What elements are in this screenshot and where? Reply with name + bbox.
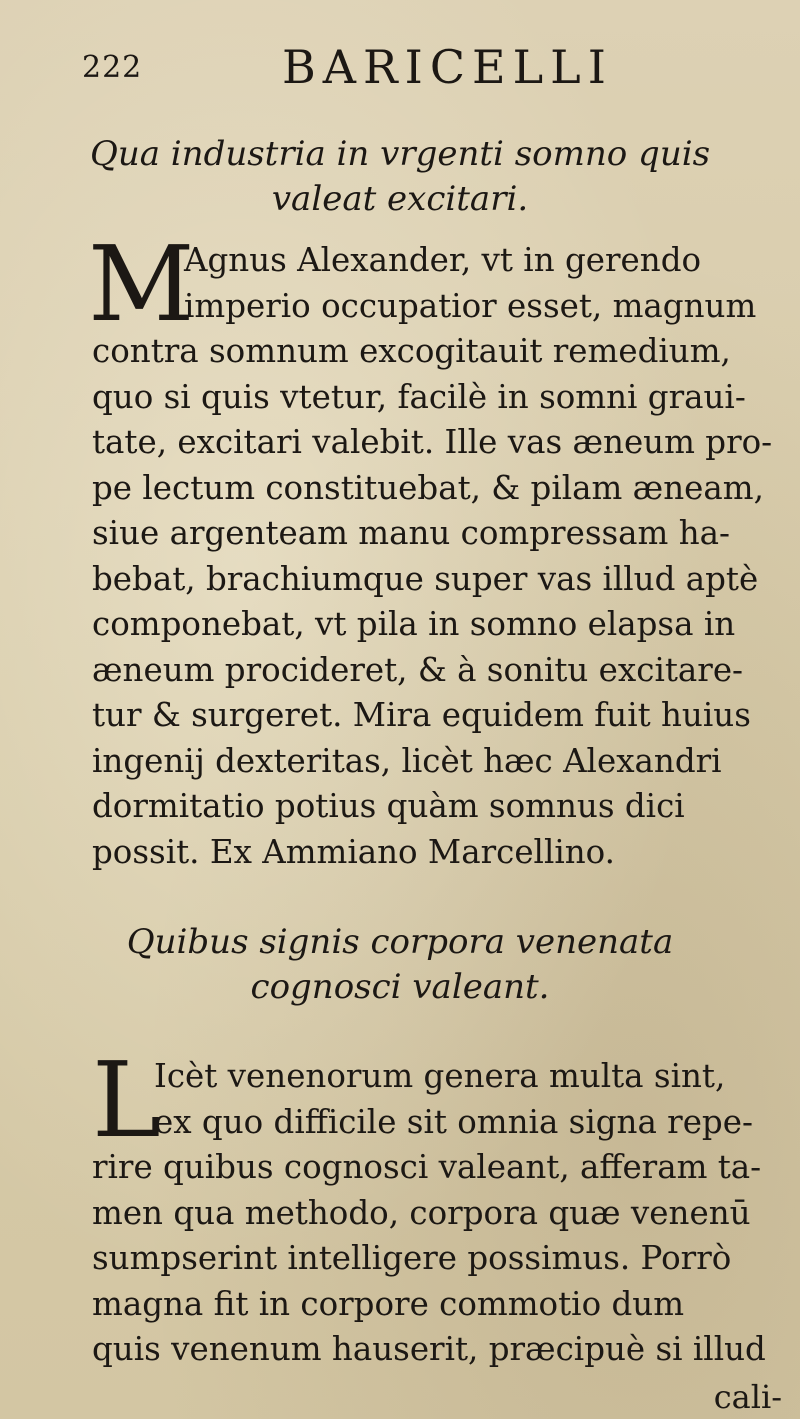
body-1-line: æneum procideret, & à sonitu excitare- bbox=[92, 650, 744, 689]
body-1-line: contra somnum excogitauit remedium, bbox=[92, 332, 731, 370]
body-1-line: componebat, vt pila in somno elapsa in bbox=[92, 605, 736, 643]
running-head: BARICELLI bbox=[282, 40, 613, 94]
section-1-body bbox=[88, 223, 790, 875]
body-1-line: siue argenteam manu compressam ha- bbox=[92, 514, 730, 552]
body-1-line: ingenij dexteritas, licèt hæc Alexandri bbox=[92, 741, 722, 780]
body-1-line: possit. Ex Ammiano Marcellino. bbox=[92, 832, 615, 871]
body-1-line: imperio occupatior esset, magnum bbox=[184, 286, 757, 325]
body-1-line: tur & surgeret. Mira equidem fuit huius bbox=[92, 696, 751, 734]
body-2-line: quis venenum hauserit, præcipuè si illud bbox=[92, 1330, 766, 1368]
drop-cap-m: M bbox=[88, 223, 195, 345]
body-1-line: quo si quis vtetur, facilè in somni graui- bbox=[92, 377, 746, 416]
heading-2-line-2: cognosci valeant. bbox=[250, 967, 550, 1007]
body-2-line: rire quibus cognosci valeant, afferam ta- bbox=[92, 1148, 762, 1186]
body-1-line: dormitatio potius quàm somnus dici bbox=[92, 787, 685, 825]
heading-2-line-1: Quibus signis corpora venenata bbox=[126, 922, 674, 962]
body-2-line: Icèt venenorum genera multa sint, bbox=[154, 1057, 726, 1095]
body-2-line: men qua methodo, corpora quæ venenū bbox=[92, 1193, 751, 1232]
heading-1-line-2: valeat excitari. bbox=[271, 179, 529, 219]
section-heading-1 bbox=[80, 132, 720, 222]
body-2-line: sumpserint intelligere possimus. Porrò bbox=[92, 1239, 732, 1277]
drop-cap-l: L bbox=[92, 1039, 162, 1161]
section-heading-2 bbox=[80, 920, 720, 1010]
body-1-line: tate, excitari valebit. Ille vas æneum pro- bbox=[92, 423, 773, 461]
body-1-line: pe lectum constituebat, & pilam æneam, bbox=[92, 468, 764, 507]
catchword: cali- bbox=[713, 1378, 782, 1416]
section-2-body bbox=[92, 1039, 790, 1373]
page-header bbox=[82, 40, 760, 100]
heading-1-line-1: Qua industria in vrgenti somno quis bbox=[89, 134, 711, 174]
body-1-line: bebat, brachiumque super vas illud aptè bbox=[92, 559, 759, 598]
body-2-line: ex quo difficile sit omnia signa repe- bbox=[154, 1102, 753, 1141]
body-2-line: magna fit in corpore commotio dum bbox=[92, 1284, 685, 1323]
page-number: 222 bbox=[82, 50, 143, 85]
body-1-line: Agnus Alexander, vt in gerendo bbox=[184, 241, 702, 279]
